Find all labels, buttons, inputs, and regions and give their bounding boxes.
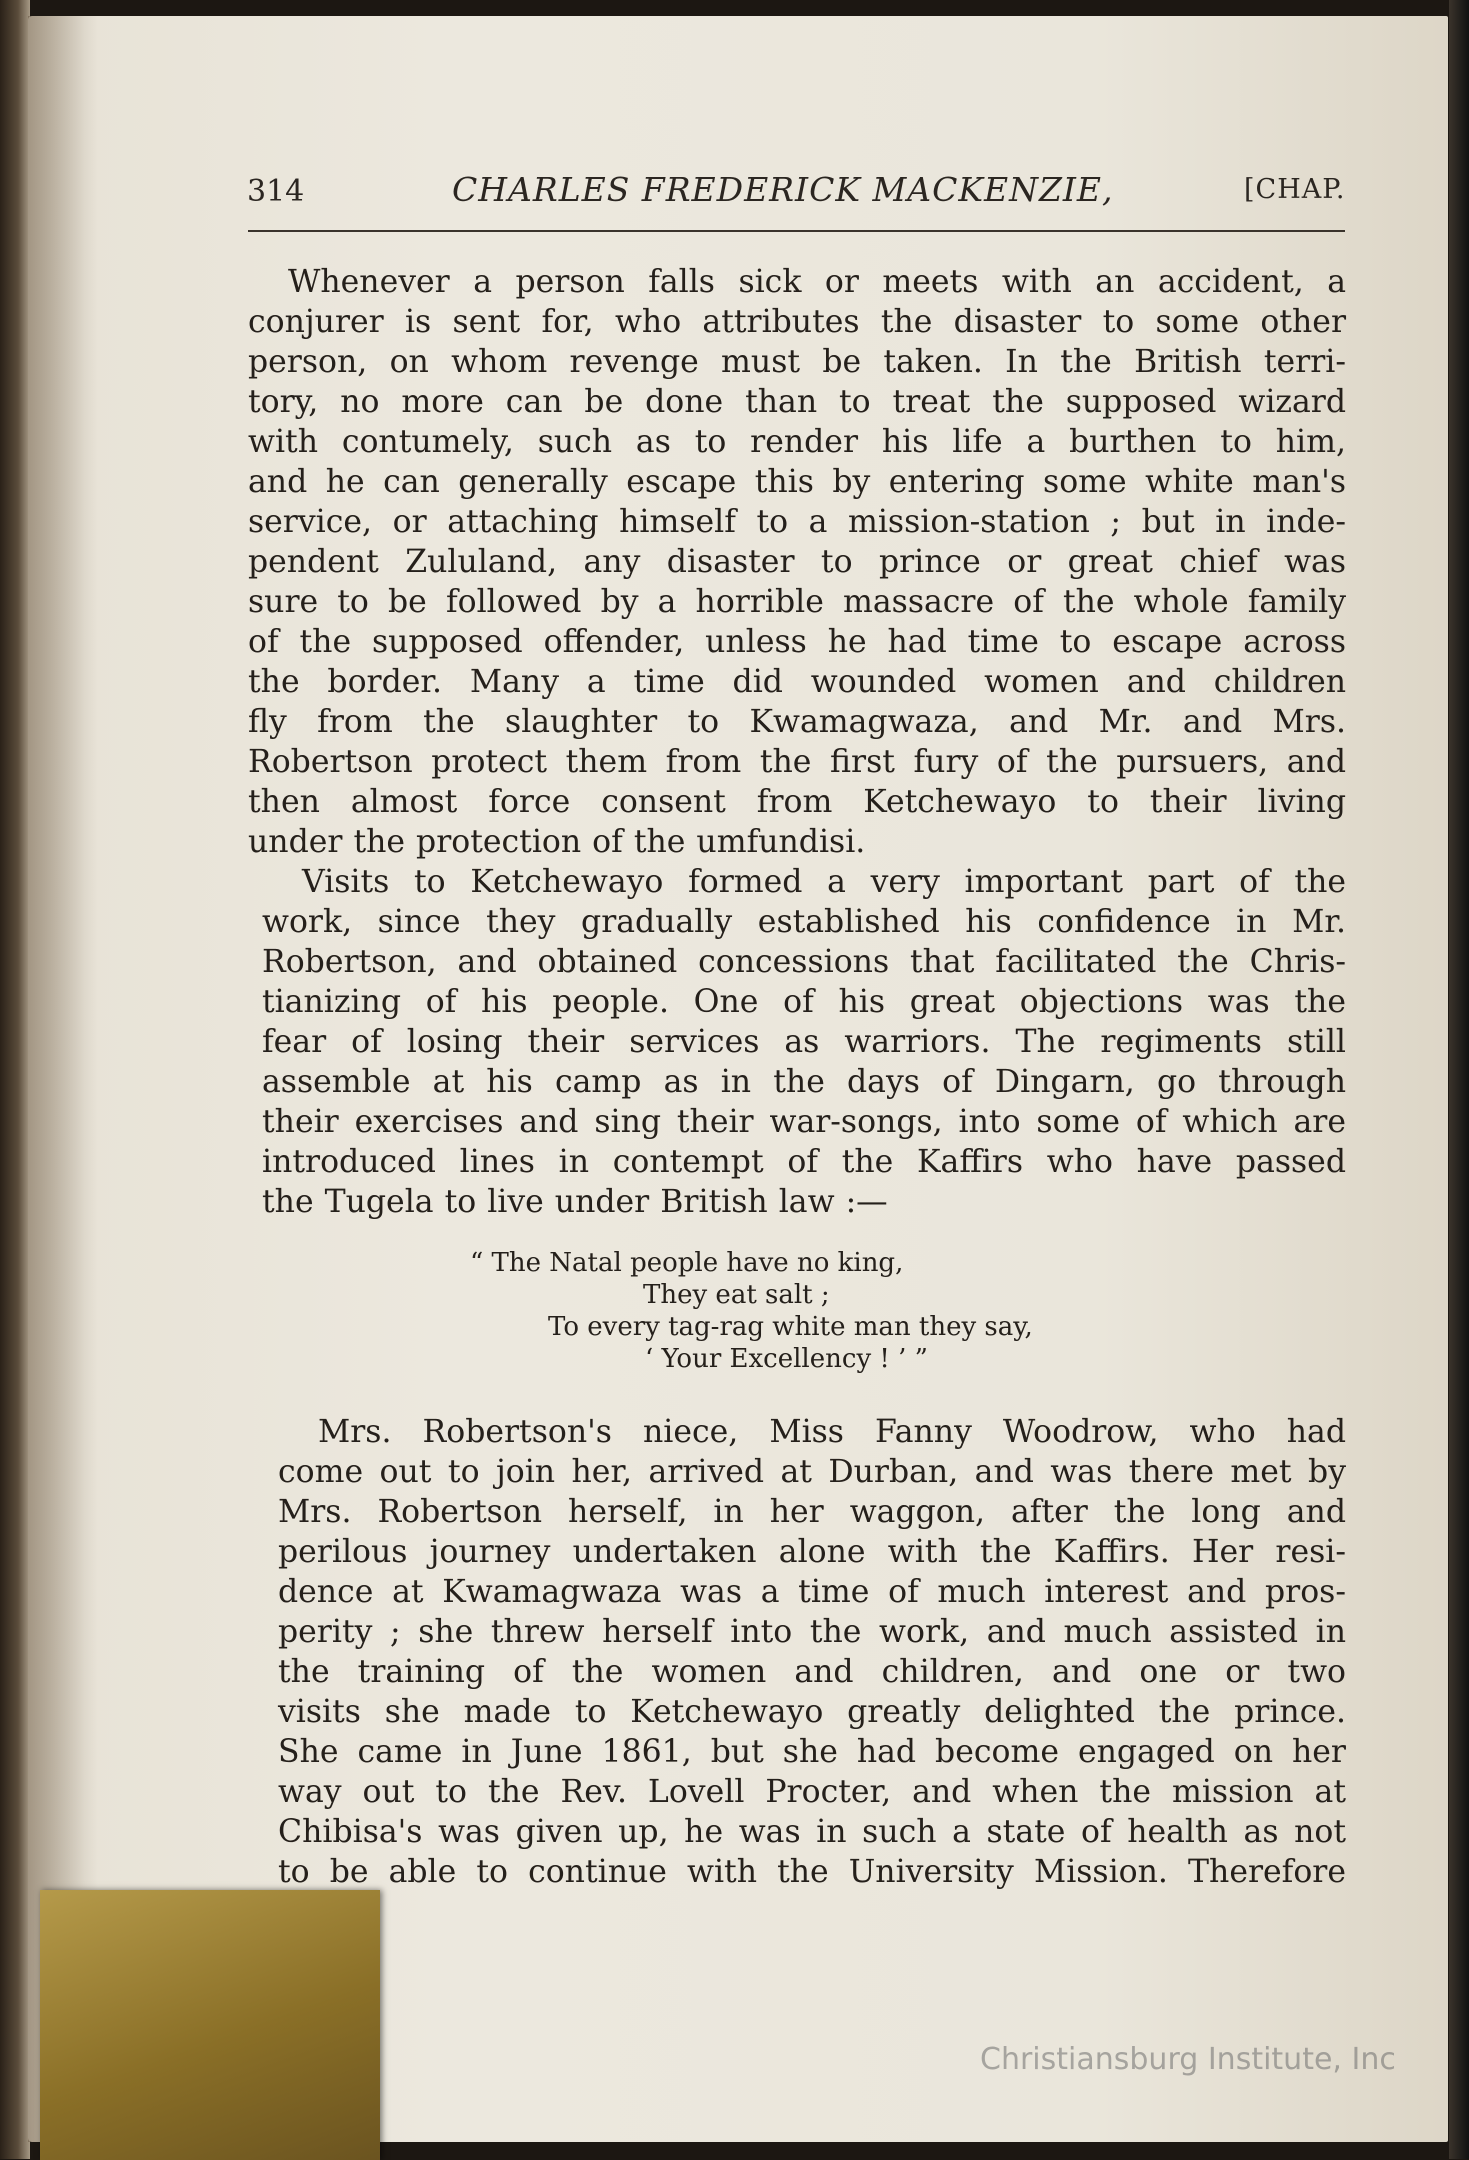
book-right-edge — [1449, 0, 1469, 2159]
verse-line: They eat salt ; — [643, 1280, 830, 1310]
text-line: the training of the women and children, and one or two — [278, 1654, 1346, 1690]
text-line: under the protection of the umfundisi. — [248, 824, 866, 860]
text-line: service, or attaching himself to a mission-station ; but in inde- — [248, 504, 1346, 540]
chapter-mark: [CHAP. — [1244, 174, 1346, 205]
running-title: CHARLES FREDERICK MACKENZIE, — [452, 170, 1114, 209]
text-line: come out to join her, arrived at Durban, and was there met by — [278, 1454, 1346, 1490]
watermark: Christiansburg Institute, Inc — [980, 2042, 1396, 2077]
text-line: of the supposed offender, unless he had time to escape across — [248, 624, 1346, 660]
text-line: their exercises and sing their war-songs, into some of which are — [262, 1104, 1346, 1140]
text-line: the Tugela to live under British law :— — [262, 1184, 888, 1220]
text-line: and he can generally escape this by entering some white man's — [248, 464, 1346, 500]
text-line: perity ; she threw herself into the work, and much assisted in — [278, 1614, 1346, 1650]
paragraph-3 — [278, 1412, 1346, 1892]
text-line: with contumely, such as to render his life a burthen to him, — [248, 424, 1346, 460]
text-line: tianizing of his people. One of his great objections was the — [262, 984, 1346, 1020]
verse-line: To every tag-rag white man they say, — [548, 1312, 1033, 1342]
text-line: sure to be followed by a horrible massacre of the whole family — [248, 584, 1346, 620]
text-line: fear of losing their services as warriors. The regiments still — [262, 1024, 1346, 1060]
page-number: 314 — [247, 174, 305, 209]
quoted-verse — [470, 1247, 1170, 1375]
text-line: She came in June 1861, but she had become engaged on her — [278, 1734, 1346, 1770]
text-line: Robertson, and obtained concessions that facilitated the Chris- — [262, 944, 1346, 980]
text-line: Robertson protect them from the first fury of the pursuers, and — [248, 744, 1346, 780]
text-line: dence at Kwamagwaza was a time of much interest and pros- — [278, 1574, 1346, 1610]
text-line: person, on whom revenge must be taken. In the British terri- — [248, 344, 1346, 380]
text-line: to be able to continue with the University Mission. Therefore — [278, 1854, 1346, 1890]
running-header — [247, 170, 1347, 220]
header-rule — [248, 230, 1345, 232]
text-line: the border. Many a time did wounded women and children — [248, 664, 1346, 700]
book-spine-edge — [0, 0, 30, 2159]
text-line: assemble at his camp as in the days of Dingarn, go through — [262, 1064, 1346, 1100]
text-line: Visits to Ketchewayo formed a very important part of the — [302, 864, 1346, 900]
text-line: fly from the slaughter to Kwamagwaza, and Mr. and Mrs. — [248, 704, 1346, 740]
bookmark-sticker — [40, 1890, 380, 2160]
text-line: conjurer is sent for, who attributes the disaster to some other — [248, 304, 1346, 340]
text-line: visits she made to Ketchewayo greatly delighted the prince. — [278, 1694, 1346, 1730]
text-line: Mrs. Robertson's niece, Miss Fanny Woodrow, who had — [318, 1414, 1346, 1450]
text-line: then almost force consent from Ketchewayo to their living — [248, 784, 1346, 820]
text-line: Whenever a person falls sick or meets with an accident, a — [288, 264, 1346, 300]
text-line: tory, no more can be done than to treat the supposed wizard — [248, 384, 1346, 420]
text-line: work, since they gradually established his confidence in Mr. — [262, 904, 1346, 940]
text-line: introduced lines in contempt of the Kaffirs who have passed — [262, 1144, 1346, 1180]
verse-line: ‘ Your Excellency ! ’ ” — [645, 1344, 928, 1374]
text-line: pendent Zululand, any disaster to prince or great chief was — [248, 544, 1346, 580]
gutter-shadow — [28, 16, 98, 2142]
text-line: Chibisa's was given up, he was in such a state of health as not — [278, 1814, 1346, 1850]
paragraph-1 — [248, 262, 1346, 862]
verse-line: “ The Natal people have no king, — [470, 1248, 904, 1278]
paragraph-2 — [262, 862, 1346, 1222]
text-line: perilous journey undertaken alone with the Kaffirs. Her resi- — [278, 1534, 1346, 1570]
text-line: Mrs. Robertson herself, in her waggon, after the long and — [278, 1494, 1346, 1530]
text-line: way out to the Rev. Lovell Procter, and when the mission at — [278, 1774, 1346, 1810]
